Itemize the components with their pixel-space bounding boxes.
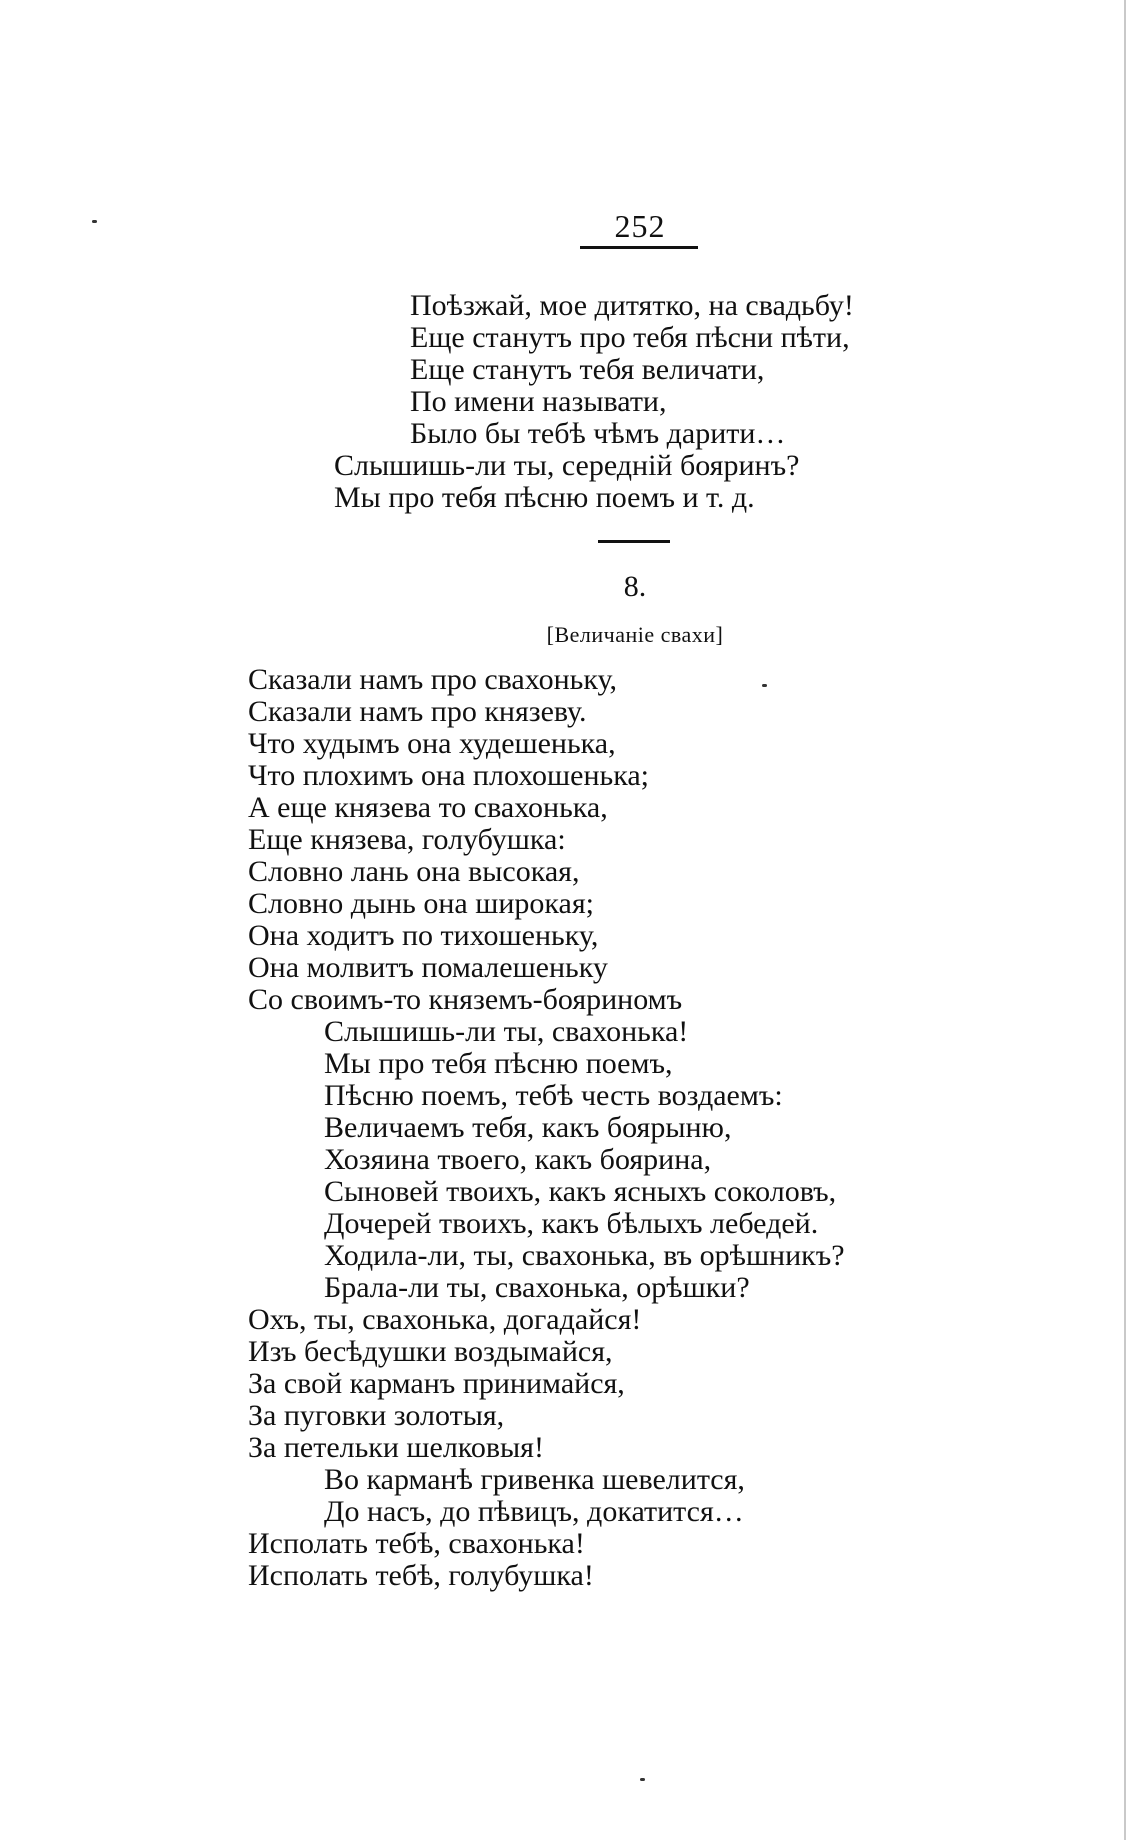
song-line: Хозяина твоего, какъ боярина, xyxy=(324,1143,712,1176)
song-line: Охъ, ты, свахонька, догадайся! xyxy=(248,1303,642,1336)
stanza-line: Было бы тебѣ чѣмъ дарити… xyxy=(410,417,786,450)
song-line: Словно дынь она широкая; xyxy=(248,887,594,920)
song-line: За пуговки золотыя, xyxy=(248,1399,505,1432)
stanza-line: Слышишь-ли ты, середній бояринъ? xyxy=(334,449,800,482)
song-line: Сыновей твоихъ, какъ ясныхъ соколовъ, xyxy=(324,1175,837,1208)
song-line: Исполать тебѣ, голубушка! xyxy=(248,1559,594,1592)
song-line: Сказали намъ про князеву. xyxy=(248,695,587,728)
section-number: 8. xyxy=(623,570,647,603)
song-line: Пѣсню поемъ, тебѣ честь воздаемъ: xyxy=(324,1079,783,1112)
song-line: Мы про тебя пѣсню поемъ, xyxy=(324,1047,673,1080)
song-line: Слышишь-ли ты, свахонька! xyxy=(324,1015,689,1048)
song-line: Во карманѣ гривенка шевелится, xyxy=(324,1463,745,1496)
song-line: Изъ бесѣдушки воздымайся, xyxy=(248,1335,613,1368)
song-line: А еще князева то свахонька, xyxy=(248,791,608,824)
song-line: Величаемъ тебя, какъ боярыню, xyxy=(324,1111,732,1144)
stanza-line: Поѣзжай, мое дитятко, на свадьбу! xyxy=(410,289,854,322)
section-subtitle: [Величаніе свахи] xyxy=(546,622,724,647)
page-number-rule xyxy=(580,246,698,249)
song-line: Словно лань она высокая, xyxy=(248,855,580,888)
stanza-line: По имени называти, xyxy=(410,385,667,418)
song-line: Дочерей твоихъ, какъ бѣлыхъ лебедей. xyxy=(324,1207,819,1240)
song-line: Ходила-ли, ты, свахонька, въ орѣшникъ? xyxy=(324,1239,845,1272)
song-line: Она молвитъ помалешеньку xyxy=(248,951,608,984)
song-line: Со своимъ-то князeмъ-бояриномъ xyxy=(248,983,683,1016)
top-stanza xyxy=(334,290,854,514)
song-line: Еще князева, голубушка: xyxy=(248,823,566,856)
stanza-line: Мы про тебя пѣсню поемъ и т. д. xyxy=(334,481,755,514)
song-line: До насъ, до пѣвицъ, докатится… xyxy=(324,1495,744,1528)
stanza-line: Еще станутъ про тебя пѣсни пѣти, xyxy=(410,321,850,354)
song-line: Исполать тебѣ, свахонька! xyxy=(248,1527,585,1560)
song-lines xyxy=(248,664,845,1592)
section-divider xyxy=(598,540,670,543)
song-line: За свой карманъ принимайся, xyxy=(248,1367,625,1400)
stanza-line: Еще станутъ тебя величати, xyxy=(410,353,765,386)
song-line: Брала-ли ты, свахонька, орѣшки? xyxy=(324,1271,750,1304)
page-edge-line xyxy=(1124,0,1126,1840)
song-line: Она ходитъ по тихошеньку, xyxy=(248,919,599,952)
song-line: Что плохимъ она плохошенька; xyxy=(248,759,649,792)
ink-speck xyxy=(640,1778,645,1781)
page-number: 252 xyxy=(614,208,666,244)
song-line: За петельки шелковыя! xyxy=(248,1431,544,1464)
song-line: Что худымъ она худешенька, xyxy=(248,727,616,760)
song-line: Сказали намъ про свахоньку, xyxy=(248,663,617,696)
ink-speck xyxy=(92,220,97,223)
